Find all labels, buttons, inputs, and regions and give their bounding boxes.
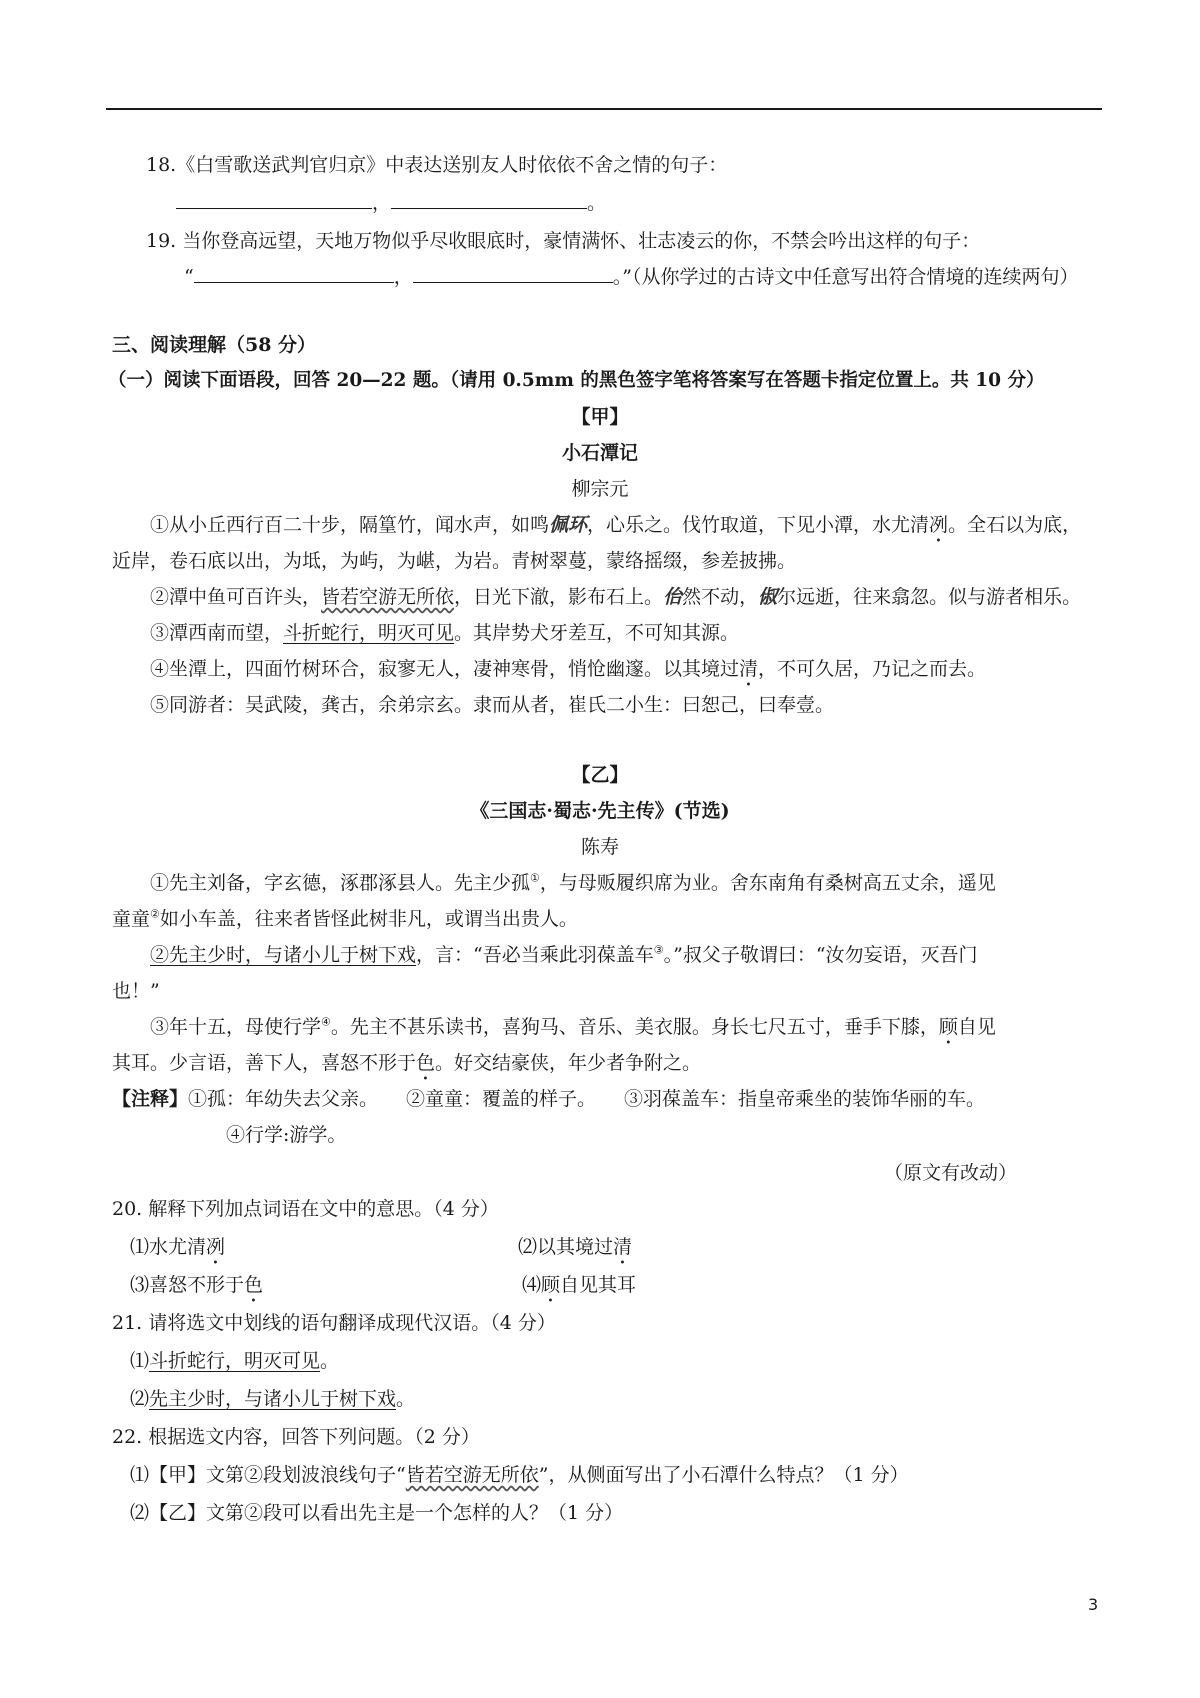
blank-separator: ， [372, 192, 392, 214]
yi-paragraph-1-cont [112, 906, 578, 932]
notes-label: 【注释】 [112, 1088, 189, 1110]
q22-item-2: ⑵【乙】文第②段可以看出先主是一个怎样的人？（1 分） [130, 1502, 624, 1524]
question-18-text: 18.《白雪歌送武判官归京》中表达送别友人时依依不舍之情的句子： [146, 154, 728, 176]
question-19-blanks [184, 264, 1078, 290]
note-2: ②童童：覆盖的样子。 [406, 1088, 597, 1110]
q20-item-3 [130, 1272, 263, 1307]
text-run: ⑴水尤清 [130, 1236, 207, 1258]
yi-paragraph-2-cont: 也！” [112, 980, 160, 1002]
q20-item-2 [518, 1234, 632, 1269]
dotted-word: 顾 [938, 1016, 958, 1038]
text-run: ②潭中鱼可百许头， [150, 586, 322, 608]
text-run: ⑵ [130, 1388, 150, 1410]
dotted-word: 冽 [929, 514, 949, 536]
passage-jia-label: 【甲】 [571, 406, 629, 428]
text-run: ，不可久居，乃记之而去。 [758, 658, 987, 680]
text-run: 然不动， [682, 586, 759, 608]
underlined-sentence: 斗折蛇行，明灭可见 [149, 1350, 321, 1372]
jia-paragraph-3 [150, 620, 739, 646]
text-run: ③潭西南而望， [150, 622, 284, 644]
dotted-word: 顾 [541, 1274, 561, 1296]
question-20: 20. 解释下列加点词语在文中的意思。（4 分） [112, 1198, 499, 1220]
underlined-sentence: 先主少时，与诸小儿于树下戏 [149, 1388, 397, 1410]
question-18 [146, 152, 727, 178]
note-1: ①孤：年幼失去父亲。 [188, 1088, 379, 1110]
q20-item-4 [522, 1272, 636, 1307]
text-run: ④坐潭上，四面竹树环合，寂寥无人，凄神寒骨，悄怆幽邃。以其境过 [150, 658, 740, 680]
section-heading: 三、阅读理解（58 分） [112, 334, 317, 356]
question-22: 22. 根据选文内容，回答下列问题。（2 分） [112, 1426, 480, 1448]
text-run: 其耳。少言语，善下人，喜怒不形于 [112, 1052, 417, 1074]
footnote-marker: ③ [653, 943, 664, 957]
jia-paragraph-1-cont: 近岸，卷石底以出，为坻，为屿，为嵁，为岩。青树翠蔓，蒙络摇缀，参差披拂。 [112, 550, 797, 572]
footnote-marker: ② [150, 907, 160, 921]
text-run: ⑴ [130, 1350, 150, 1372]
text-run: ⑵以其境过 [518, 1236, 614, 1258]
text-run: ，心乐之。伐竹取道，下见小潭，水尤清 [587, 514, 930, 536]
text-run: 。先主不甚乐读书，喜狗马、音乐、美衣服。身长七尺五寸，垂手下膝， [330, 1016, 939, 1038]
underlined-sentence: 斗折蛇行，明灭可见 [283, 622, 455, 644]
dotted-word: 色 [416, 1052, 436, 1074]
dotted-word: 冽 [206, 1236, 226, 1258]
handwritten-annotation: 佩环 [549, 514, 588, 536]
text-run: ，言：“吾必当乘此羽葆盖车 [416, 944, 654, 966]
text-run: ③年十五，母使行学 [150, 1016, 322, 1038]
answer-blank[interactable] [176, 190, 372, 209]
question-21: 21. 请将选文中划线的语句翻译成现代汉语。（4 分） [112, 1312, 556, 1334]
text-run: 自见其耳 [560, 1274, 637, 1296]
answer-blank[interactable] [391, 190, 587, 209]
q21-item-1 [130, 1348, 339, 1374]
text-run: 如小车盖，往来者皆怪此树非凡，或谓当出贵人。 [159, 908, 578, 930]
dotted-word: 清 [739, 658, 759, 680]
text-run: 自见 [957, 1016, 996, 1038]
passage-jia-title: 小石潭记 [561, 442, 638, 464]
passage-jia-author: 柳宗元 [571, 478, 629, 500]
subsection-heading: （一）阅读下面语段，回答 20—22 题。（请用 0.5mm 的黑色签字笔将答案写在答题卡指定位置上。共 10 分） [108, 370, 1045, 391]
yi-paragraph-3 [150, 1014, 996, 1049]
text-run: 。 [396, 1388, 416, 1410]
yi-paragraph-2 [150, 942, 978, 968]
handwritten-annotation: 俶 [758, 586, 778, 608]
question-19-text: 19. 当你登高远望，天地万物似乎尽收眼底时，豪情满怀、壮志凌云的你，不禁会吟出这样的句子： [146, 230, 981, 252]
text-run: ⑷ [522, 1274, 542, 1296]
jia-paragraph-2 [150, 584, 1081, 610]
header-rule [106, 108, 1102, 110]
jia-paragraph-4 [150, 656, 986, 691]
text-run: 。”叔父子敬谓曰：“汝勿妄语，灭吾门 [663, 944, 978, 966]
yi-paragraph-1 [150, 870, 996, 896]
note-4: ④行学:游学。 [226, 1124, 347, 1146]
text-run: 童童 [112, 908, 151, 930]
passage-yi-author: 陈寿 [580, 836, 619, 858]
notes [112, 1086, 985, 1112]
jia-paragraph-5: ⑤同游者：吴武陵，龚古，余弟宗玄。隶而从者，崔氏二小生：曰恕己，曰奉壹。 [150, 694, 835, 716]
footnote-marker: ④ [321, 1015, 331, 1029]
passage-yi-title: 《三国志·蜀志·先主传》(节选) [470, 800, 730, 822]
text-run: 尔远逝，往来翕忽。似与游者相乐。 [777, 586, 1082, 608]
passage-yi-label: 【乙】 [571, 764, 629, 786]
page-number: 3 [1088, 1595, 1099, 1614]
footnote-marker: ① [530, 871, 540, 885]
dotted-word: 清 [613, 1236, 633, 1258]
dotted-word: 色 [244, 1274, 264, 1296]
q21-item-2 [130, 1386, 415, 1412]
text-run: ①从小丘西行百二十步，隔篁竹，闻水声，如鸣 [150, 514, 550, 536]
wavy-underlined-sentence: 皆若空游无所依 [405, 1464, 539, 1486]
answer-blank[interactable] [194, 264, 394, 283]
text-run: ，与母贩履织席为业。舍东南角有桑树高五丈余，遥见 [539, 872, 996, 894]
text-run: 。好交结豪侠，年少者争附之。 [435, 1052, 702, 1074]
answer-blank[interactable] [413, 264, 613, 283]
source-note: （原文有改动） [884, 1162, 1018, 1184]
blank-separator: ， [393, 266, 413, 288]
handwritten-annotation: 佁 [663, 586, 683, 608]
text-run: 。其岸势犬牙差互，不可知其源。 [454, 622, 740, 644]
blank-end: 。 [587, 192, 607, 214]
q20-item-1 [130, 1234, 225, 1269]
text-run: ，日光下澈，影布石上。 [454, 586, 664, 608]
wavy-underlined-sentence: 皆若空游无所依 [321, 586, 455, 608]
text-run: 。全石以为底， [948, 514, 1082, 536]
text-run: ⑶喜怒不形于 [130, 1274, 245, 1296]
q22-item-1 [130, 1462, 909, 1488]
question-19 [146, 228, 980, 254]
question-18-blanks [176, 190, 606, 216]
text-run: ①先主刘备，字玄德，涿郡涿县人。先主少孤 [150, 872, 531, 894]
underlined-sentence: ②先主少时，与诸小儿于树下戏 [150, 944, 417, 966]
yi-paragraph-3-cont [112, 1050, 701, 1085]
note-3: ③羽葆盖车：指皇帝乘坐的装饰华丽的车。 [624, 1088, 986, 1110]
quote-open: “ [184, 266, 194, 288]
text-run: ”，从侧面写出了小石潭什么特点？（1 分） [538, 1464, 909, 1486]
text-run: ⑴【甲】文第②段划波浪线句子“ [130, 1464, 406, 1486]
question-19-hint: 。”（从你学过的古诗文中任意写出符合情境的连续两句） [612, 266, 1079, 288]
text-run: 。 [320, 1350, 340, 1372]
jia-paragraph-1 [150, 512, 1081, 547]
